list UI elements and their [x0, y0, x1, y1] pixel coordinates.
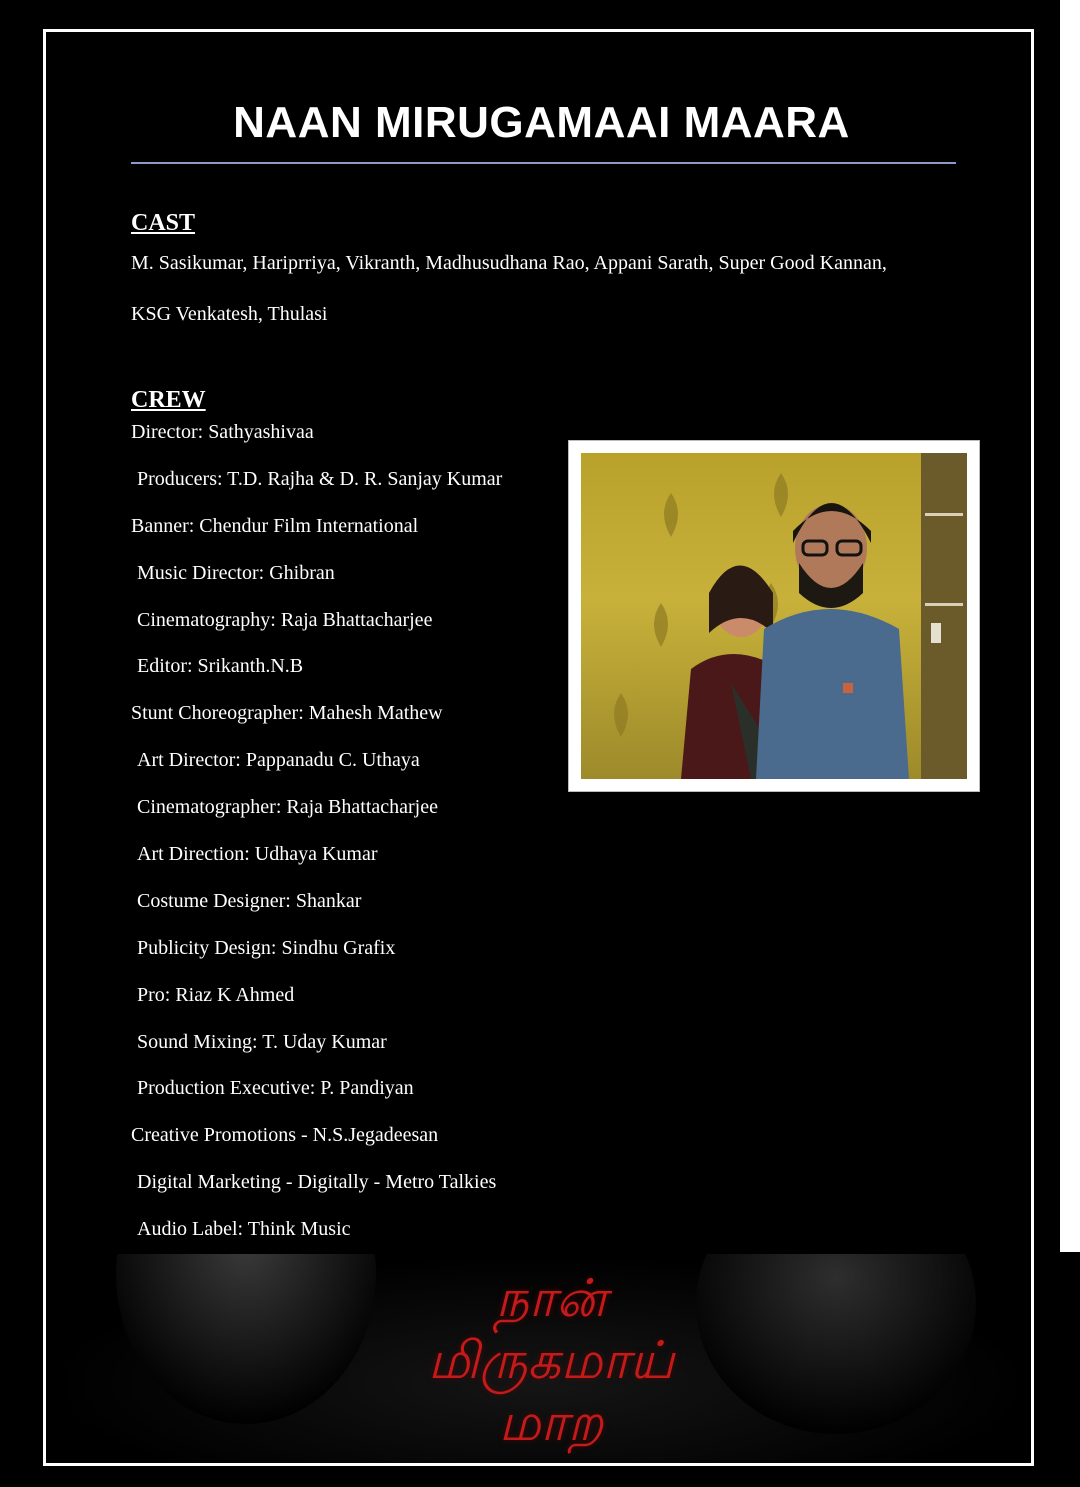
crew-item: Cinematography: Raja Bhattacharjee	[137, 608, 433, 631]
cast-heading: CAST	[131, 210, 196, 236]
crew-item: Art Direction: Udhaya Kumar	[137, 843, 378, 866]
crew-item: Director: Sathyashivaa	[131, 421, 314, 443]
crew-item: Audio Label: Think Music	[137, 1218, 351, 1241]
crew-item: Producers: T.D. Rajha & D. R. Sanjay Kumar	[137, 467, 503, 490]
film-still-image	[581, 453, 967, 779]
crew-list	[131, 418, 502, 1262]
document-frame	[43, 29, 1034, 1466]
crew-item: Digital Marketing - Digitally - Metro Talkies	[137, 1171, 497, 1194]
poster-banner	[46, 1254, 1034, 1466]
tamil-title-line: நான்	[495, 1269, 607, 1329]
crew-item: Costume Designer: Shankar	[137, 889, 362, 912]
tamil-title-line: மிருகமாய்	[427, 1331, 675, 1391]
crew-item: Stunt Choreographer: Mahesh Mathew	[131, 702, 443, 725]
tamil-title-logo	[386, 1268, 716, 1454]
cast-list: M. Sasikumar, Hariprriya, Vikranth, Madhusudhana Rao, Appani Sarath, Super Good Kannan, KSG Venkatesh, Thulasi	[131, 252, 887, 325]
crew-item: Production Executive: P. Pandiyan	[137, 1077, 414, 1100]
tamil-title-line: மாற	[498, 1393, 604, 1453]
film-still-photo	[568, 440, 980, 792]
crew-item: Art Director: Pappanadu C. Uthaya	[137, 749, 420, 772]
crew-item: Creative Promotions - N.S.Jegadeesan	[131, 1124, 439, 1147]
crew-item: Editor: Srikanth.N.B	[137, 655, 304, 678]
page-edge-strip	[1060, 0, 1080, 1252]
film-still-illustration	[581, 453, 967, 779]
crew-item: Pro: Riaz K Ahmed	[137, 983, 295, 1006]
crew-item: Cinematographer: Raja Bhattacharjee	[137, 796, 438, 819]
title-divider	[131, 162, 956, 164]
crew-item: Publicity Design: Sindhu Grafix	[137, 936, 396, 959]
crew-item: Sound Mixing: T. Uday Kumar	[137, 1030, 387, 1053]
crew-heading: CREW	[131, 387, 206, 413]
page-title: NAAN MIRUGAMAAI MAARA	[233, 98, 850, 147]
crew-item: Banner: Chendur Film International	[131, 514, 419, 537]
crew-item: Music Director: Ghibran	[137, 561, 335, 584]
